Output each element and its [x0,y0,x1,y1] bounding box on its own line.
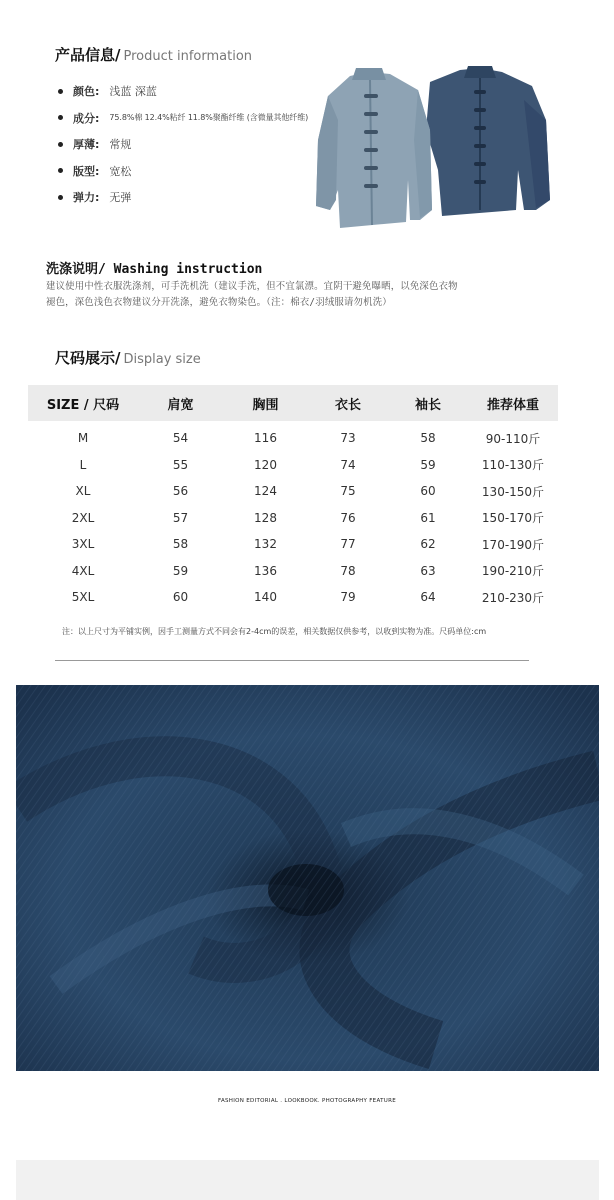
table-row [28,558,558,585]
fabric-closeup-image [16,685,599,1071]
length-cell: 75 [340,484,356,499]
shoulder-cell: 60 [172,590,189,605]
sleeve-cell: 58 [420,431,436,446]
shoulder-cell: 58 [172,537,189,552]
product-info-list [58,78,318,211]
dark-jacket [426,66,550,216]
table-row [28,584,558,611]
info-value: 无弹 [109,191,132,205]
info-value: 宽松 [109,164,132,178]
washing-text [46,279,566,311]
size-cell: XL [75,484,91,499]
info-label: 厚薄: [73,138,100,152]
footer-caption: FASHION EDITORIAL . LOOKBOOK. PHOTOGRAPHY FEATURE [218,1098,396,1104]
shoulder-cell: 54 [172,431,189,446]
shoulder-cell: 59 [172,563,189,578]
washing-title: 洗涤说明/ Washing instruction [46,262,263,277]
header-length: 衣长 [334,397,361,413]
product-info-title-cn: 产品信息/ [55,46,121,64]
info-value: 75.8%棉 12.4%粘纤 11.8%聚酯纤维 (含微量其他纤维) [109,113,309,123]
header-weight: 推荐体重 [486,397,539,413]
header-shoulder: 肩宽 [167,397,194,413]
size-table [28,385,558,611]
size-title-en: Display size [123,352,201,367]
chest-cell: 120 [254,457,277,472]
size-cell: 5XL [71,590,95,605]
sleeve-cell: 64 [420,590,436,605]
header-size: SIZE / 尺码 [46,397,120,413]
size-note: 注：以上尺寸为平铺实例，因手工测量方式不同会有2-4cm的误差，相关数据仅供参考，以收到实物为准。尺码单位:cm [62,627,487,636]
bullet-icon [58,168,63,173]
jackets-product-image [310,60,555,230]
info-row-color [58,78,318,105]
info-label: 成分: [73,111,100,125]
weight-cell: 110-130斤 [481,458,545,473]
weight-cell: 90-110斤 [485,431,541,446]
bullet-icon [58,142,63,147]
table-row [28,425,558,452]
washing-line: 建议使用中性衣服洗涤剂，可手洗机洗（建议手洗，但不宜氯漂。宜阴干避免曝晒，以免深色衣物 [46,281,458,292]
bullet-icon [58,89,63,94]
table-row [28,452,558,479]
size-cell: M [77,431,89,446]
shoulder-cell: 57 [172,510,189,525]
info-label: 弹力: [73,191,100,205]
light-jacket [316,68,432,228]
weight-cell: 130-150斤 [481,484,545,499]
header-sleeve: 袖长 [414,397,441,413]
size-cell: 4XL [71,563,95,578]
info-label: 版型: [73,164,100,178]
divider [55,660,529,661]
sleeve-cell: 61 [420,510,436,525]
info-row-elasticity [58,184,318,211]
length-cell: 74 [340,457,356,472]
sleeve-cell: 60 [420,484,436,499]
chest-cell: 140 [254,590,277,605]
size-cell: 3XL [71,537,95,552]
info-value: 浅蓝 深蓝 [109,85,157,99]
length-cell: 76 [340,510,356,525]
chest-cell: 116 [254,431,277,446]
bottom-band [16,1160,599,1200]
info-label: 颜色: [73,85,100,99]
size-table-header [28,385,558,421]
info-row-thickness [58,131,318,158]
chest-cell: 124 [254,484,277,499]
length-cell: 78 [340,563,356,578]
size-cell: 2XL [71,510,95,525]
bullet-icon [58,195,63,200]
weight-cell: 170-190斤 [481,537,545,552]
chest-cell: 128 [254,510,277,525]
length-cell: 77 [340,537,356,552]
product-info-title-en: Product information [123,49,253,64]
table-row [28,505,558,532]
weight-cell: 150-170斤 [481,511,545,526]
sleeve-cell: 63 [420,563,436,578]
table-row [28,478,558,505]
length-cell: 79 [340,590,356,605]
length-cell: 73 [340,431,356,446]
weight-cell: 210-230斤 [481,590,545,605]
info-row-fit [58,158,318,185]
product-info-title [55,44,252,65]
info-value: 常规 [109,138,132,152]
table-row [28,531,558,558]
shoulder-cell: 56 [172,484,189,499]
shoulder-cell: 55 [172,457,189,472]
size-cell: L [79,457,87,472]
chest-cell: 136 [254,563,277,578]
header-chest: 胸围 [252,397,279,413]
weight-cell: 190-210斤 [481,564,545,579]
washing-line: 褪色，深色浅色衣物建议分开洗涤，避免衣物染色。（注：棉衣/羽绒服请勿机洗） [46,297,392,308]
chest-cell: 132 [254,537,277,552]
info-row-composition [58,105,318,132]
bullet-icon [58,115,63,120]
sleeve-cell: 59 [420,457,436,472]
size-section-title [55,347,201,368]
sleeve-cell: 62 [420,537,436,552]
size-title-cn: 尺码展示/ [55,349,121,367]
